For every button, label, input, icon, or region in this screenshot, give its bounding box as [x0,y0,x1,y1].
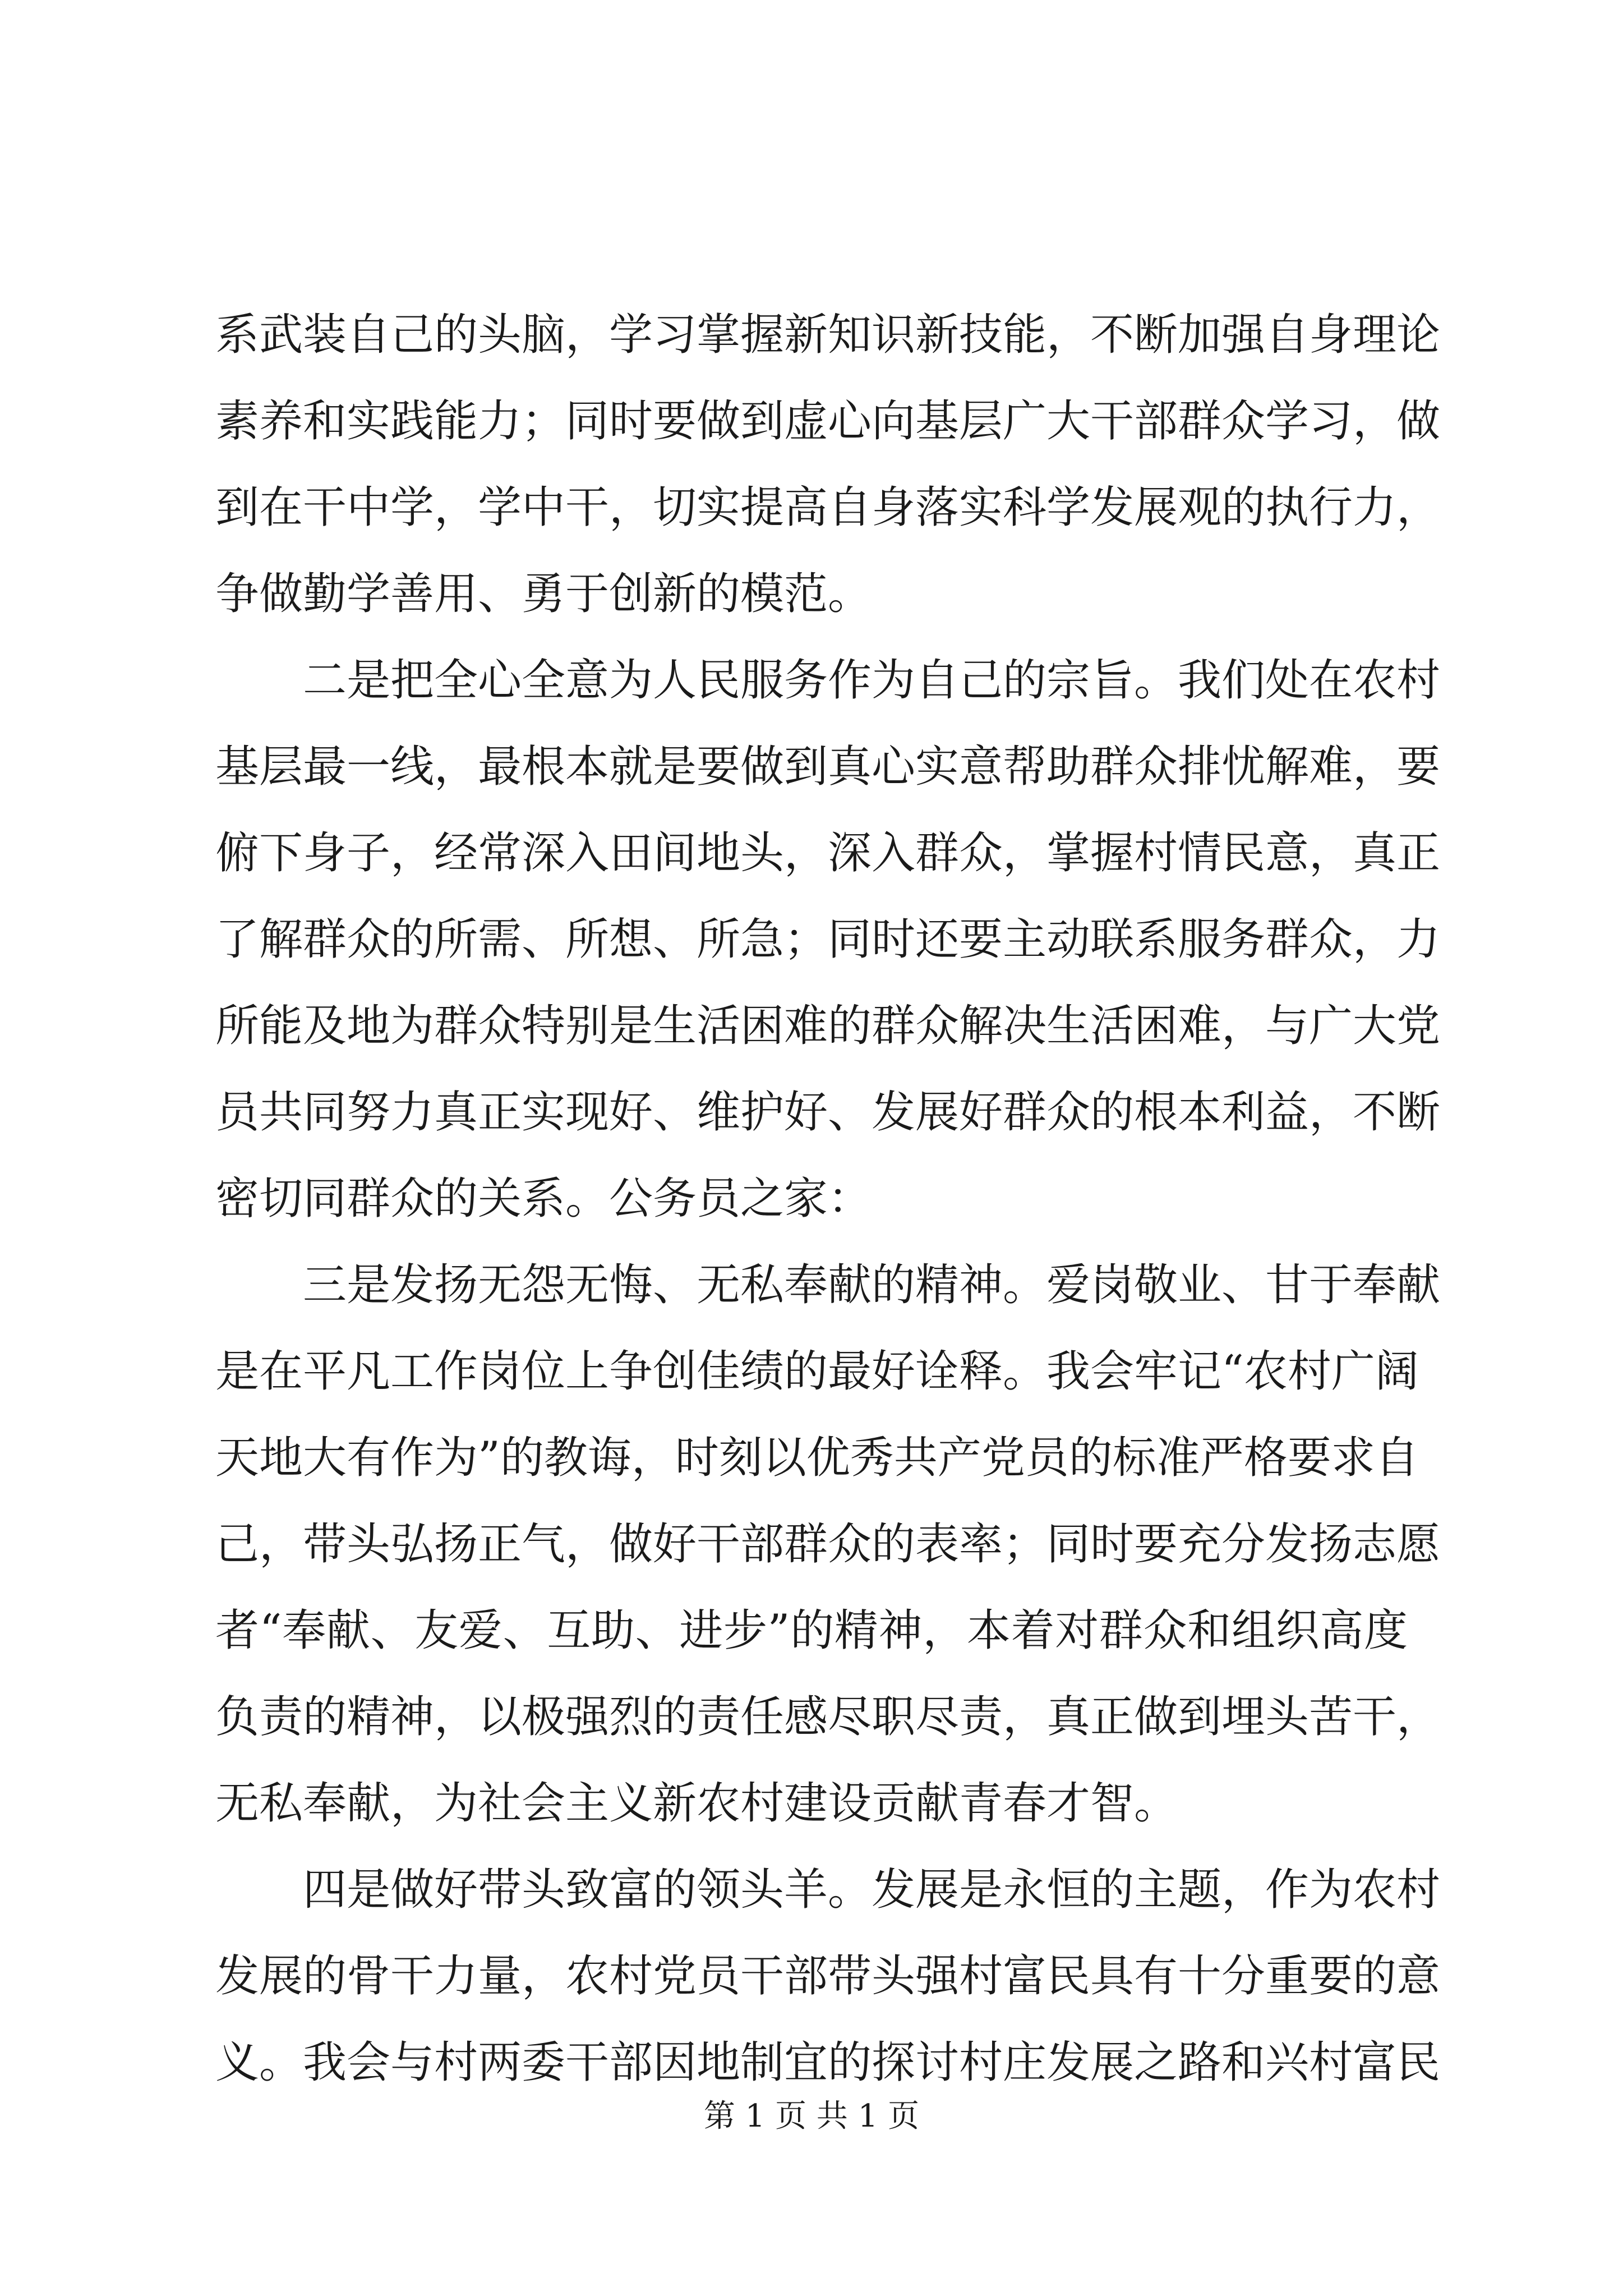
paragraph-2-line-1: 二是把全心全意为人民服务作为自己的宗旨。我们处在农村 [303,655,1441,706]
paragraph-3-line-3: 天地大有作为”的教诲，时刻以优秀共产党员的标准严格要求自 [215,1433,1419,1483]
paragraph-4-line-2: 发展的骨干力量，农村党员干部带头强村富民具有十分重要的意 [215,1951,1441,2001]
paragraph-3-line-7: 无私奉献，为社会主义新农村建设贡献青春才智。 [215,1778,1178,1829]
paragraph-2-line-3: 俯下身子，经常深入田间地头，深入群众，掌握村情民意，真正 [215,828,1441,878]
paragraph-3-line-6: 负责的精神，以极强烈的责任感尽职尽责，真正做到埋头苦干， [215,1692,1441,1742]
paragraph-1-line-4: 争做勤学善用、勇于创新的模范。 [215,569,872,619]
paragraph-3-line-2: 是在平凡工作岗位上争创佳绩的最好诠释。我会牢记“农村广阔 [215,1346,1419,1397]
paragraph-4-line-3: 义。我会与村两委干部因地制宜的探讨村庄发展之路和兴村富民 [215,2037,1441,2088]
paragraph-3-line-5: 者“奉献、友爱、互助、进步”的精神，本着对群众和组织高度 [215,1605,1408,1656]
paragraph-2-line-4: 了解群众的所需、所想、所急；同时还要主动联系服务群众，力 [215,914,1441,965]
paragraph-1-line-3: 到在干中学，学中干，切实提高自身落实科学发展观的执行力， [215,482,1441,533]
paragraph-1-line-2: 素养和实践能力；同时要做到虚心向基层广大干部群众学习，做 [215,396,1441,447]
paragraph-4-line-1: 四是做好带头致富的领头羊。发展是永恒的主题，作为农村 [303,1865,1441,1915]
paragraph-1-line-1: 系武装自己的头脑，学习掌握新知识新技能，不断加强自身理论 [215,310,1441,360]
paragraph-2-line-6: 员共同努力真正实现好、维护好、发展好群众的根本利益，不断 [215,1087,1441,1138]
paragraph-3-line-4: 己，带头弘扬正气，做好干部群众的表率；同时要充分发扬志愿 [215,1519,1441,1570]
paragraph-3-line-1: 三是发扬无怨无悔、无私奉献的精神。爱岗敬业、甘于奉献 [303,1260,1441,1310]
paragraph-2-line-5: 所能及地为群众特别是生活困难的群众解决生活困难，与广大党 [215,1001,1441,1051]
page-number-label: 第 1 页 共 1 页 [703,2098,920,2134]
paragraph-2-line-2: 基层最一线，最根本就是要做到真心实意帮助群众排忧解难，要 [215,742,1441,792]
page-footer [0,2091,1623,2136]
document-body [215,292,1441,2106]
paragraph-2-line-7: 密切同群众的关系。公务员之家： [215,1174,872,1224]
